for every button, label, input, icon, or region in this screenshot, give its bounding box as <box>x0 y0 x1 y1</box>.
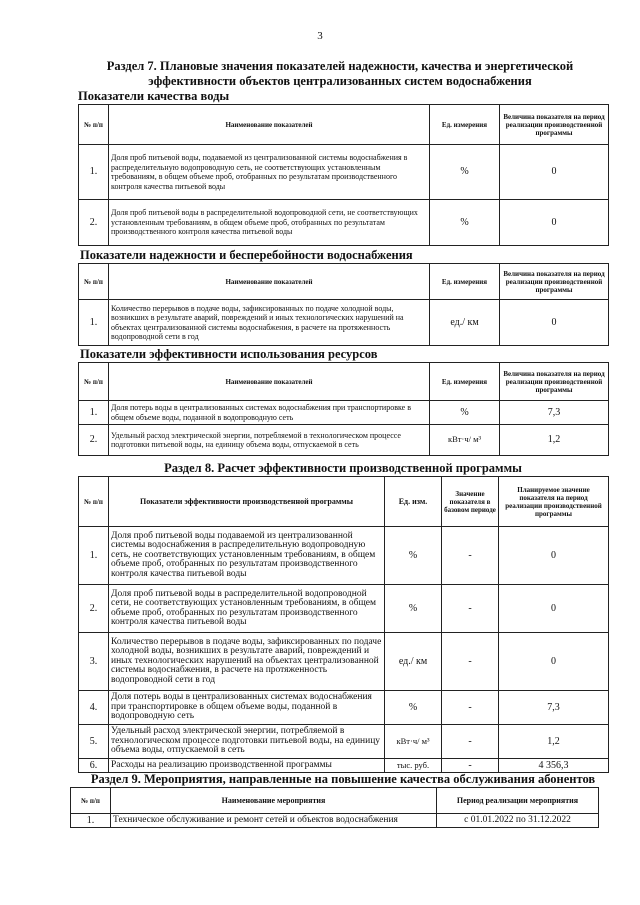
reliability-table-title: Показатели надежности и бесперебойности водоснабжения <box>80 248 413 262</box>
table-row <box>79 300 609 346</box>
table-row <box>79 200 609 246</box>
row-number: 5. <box>79 725 109 759</box>
table-row <box>79 401 609 425</box>
reliability-table <box>78 263 609 346</box>
col-header-indicator: Показатели эффективности производственной программы <box>109 477 385 527</box>
row-base-value: - <box>442 691 499 725</box>
table-row <box>71 814 599 828</box>
row-unit: % <box>430 401 500 425</box>
col-header-value: Величина показателя на период реализации производственной программы <box>500 363 609 401</box>
row-planned-value: 0 <box>499 633 609 691</box>
row-base-value: - <box>442 585 499 633</box>
row-unit: % <box>385 527 442 585</box>
row-name: Доля проб питьевой воды, подаваемой из централизованной системы водоснабжения в распределительную водопроводную сеть, не соответствующих установленным требованиям, в общем объеме проб, отобранных по результатам производственного контроля качества питьевой воды <box>109 145 430 200</box>
row-measure: Техническое обслуживание и ремонт сетей и объектов водоснабжения <box>111 814 437 828</box>
section8-title: Раздел 8. Расчет эффективности производственной программы <box>164 461 522 475</box>
col-header-unit: Ед. изм. <box>385 477 442 527</box>
section9-title: Раздел 9. Мероприятия, направленные на повышение качества обслуживания абонентов <box>90 772 596 786</box>
row-number: 3. <box>79 633 109 691</box>
col-header-number: № п/п <box>79 477 109 527</box>
col-header-period: Период реализации мероприятия <box>437 788 599 814</box>
row-period: с 01.01.2022 по 31.12.2022 <box>437 814 599 828</box>
row-number: 1. <box>79 401 109 425</box>
row-number: 1. <box>79 527 109 585</box>
col-header-number: № п/п <box>79 264 109 300</box>
row-indicator: Количество перерывов в подаче воды, зафиксированных по подаче холодной воды, возникших в результате аварий, повреждений и иных технологических нарушений на объектах централизованной системы водоснабжения, в расчете на протяженность водопроводной сети в год <box>109 633 385 691</box>
row-number: 1. <box>79 145 109 200</box>
col-header-base-value: Значение показателя в базовом периоде <box>442 477 499 527</box>
row-name: Количество перерывов в подаче воды, зафиксированных по подаче холодной воды, возникших в результате аварий, повреждений и иных технологических нарушений на объектах централизованной системы водоснабжения, в расчете на протяженность водопроводной сети в год <box>109 300 430 346</box>
row-indicator: Доля потерь воды в централизованных системах водоснабжения при транспортировке в общем объеме воды, поданной в водопроводную сеть <box>109 691 385 725</box>
row-value: 0 <box>500 145 609 200</box>
row-name: Доля проб питьевой воды в распределительной водопроводной сети, не соответствующих установленным требованиям, в общем объеме проб, отобранных по результатам производственного контроля качества питьевой воды <box>109 200 430 246</box>
table-row <box>79 691 609 725</box>
row-name: Удельный расход электрической энергии, потребляемой в технологическом процессе подготовки питьевой воды, на единицу объема воды, отпускаемой в сеть <box>109 425 430 456</box>
table-row <box>79 527 609 585</box>
row-unit: кВт·ч/ м³ <box>385 725 442 759</box>
row-unit: % <box>385 691 442 725</box>
col-header-unit: Ед. измерения <box>430 363 500 401</box>
col-header-number: № п/п <box>79 363 109 401</box>
row-indicator: Доля проб питьевой воды подаваемой из централизованной системы водоснабжения в распределительную водопроводную сеть, не соответствующих установленным требованиям, в общем объеме проб, отобранных по результатам производственного контроля качества питьевой воды <box>109 527 385 585</box>
row-planned-value: 4 356,3 <box>499 759 609 773</box>
row-base-value: - <box>442 759 499 773</box>
table-row <box>79 145 609 200</box>
col-header-number: № п/п <box>71 788 111 814</box>
efficiency-table <box>78 362 609 456</box>
section7-title-line1: Раздел 7. Плановые значения показателей надежности, качества и энергетической <box>106 59 574 73</box>
row-indicator: Удельный расход электрической энергии, потребляемой в технологическом процессе подготовки питьевой воды, на единицу объема воды, отпускаемой в сеть <box>109 725 385 759</box>
table-row <box>79 585 609 633</box>
row-planned-value: 7,3 <box>499 691 609 725</box>
quality-table <box>78 104 609 246</box>
quality-table-title: Показатели качества воды <box>78 89 230 103</box>
row-base-value: - <box>442 633 499 691</box>
col-header-number: № п/п <box>79 105 109 145</box>
row-base-value: - <box>442 527 499 585</box>
page-number: 3 <box>317 30 323 42</box>
row-number: 2. <box>79 425 109 456</box>
col-header-value: Величина показателя на период реализации производственной программы <box>500 105 609 145</box>
row-planned-value: 1,2 <box>499 725 609 759</box>
row-indicator: Расходы на реализацию производственной программы <box>109 759 385 773</box>
col-header-name: Наименование показателей <box>109 264 430 300</box>
row-name: Доля потерь воды в централизованных системах водоснабжения при транспортировке в общем объеме воды, поданной в водопроводную сеть <box>109 401 430 425</box>
row-unit: ед./ км <box>430 300 500 346</box>
row-value: 1,2 <box>500 425 609 456</box>
table-row <box>79 633 609 691</box>
row-value: 0 <box>500 200 609 246</box>
col-header-value: Величина показателя на период реализации производственной программы <box>500 264 609 300</box>
col-header-unit: Ед. измерения <box>430 105 500 145</box>
row-unit: % <box>385 585 442 633</box>
row-unit: % <box>430 200 500 246</box>
row-number: 1. <box>71 814 111 828</box>
row-unit: % <box>430 145 500 200</box>
row-number: 2. <box>79 585 109 633</box>
row-number: 1. <box>79 300 109 346</box>
row-unit: ед./ км <box>385 633 442 691</box>
measures-table <box>70 787 599 828</box>
section7-title-line2: эффективности объектов централизованных систем водоснабжения <box>148 74 532 88</box>
col-header-measure: Наименование мероприятия <box>111 788 437 814</box>
row-unit: тыс. руб. <box>385 759 442 773</box>
row-planned-value: 0 <box>499 527 609 585</box>
efficiency-table-title: Показатели эффективности использования ресурсов <box>80 347 378 361</box>
row-unit: кВт·ч/ м³ <box>430 425 500 456</box>
table-row <box>79 425 609 456</box>
col-header-unit: Ед. измерения <box>430 264 500 300</box>
row-value: 7,3 <box>500 401 609 425</box>
col-header-name: Наименование показателей <box>109 363 430 401</box>
table-row <box>79 759 609 773</box>
row-indicator: Доля проб питьевой воды в распределительной водопроводной сети, не соответствующих установленным требованиям, в общем объеме проб, отобранных по результатам производственного контроля качества питьевой воды <box>109 585 385 633</box>
row-base-value: - <box>442 725 499 759</box>
table-row <box>79 725 609 759</box>
efficiency-calc-table <box>78 476 609 773</box>
row-value: 0 <box>500 300 609 346</box>
row-planned-value: 0 <box>499 585 609 633</box>
col-header-name: Наименование показателей <box>109 105 430 145</box>
col-header-planned-value: Планируемое значение показателя на период реализации производственной программы <box>499 477 609 527</box>
row-number: 2. <box>79 200 109 246</box>
row-number: 4. <box>79 691 109 725</box>
row-number: 6. <box>79 759 109 773</box>
